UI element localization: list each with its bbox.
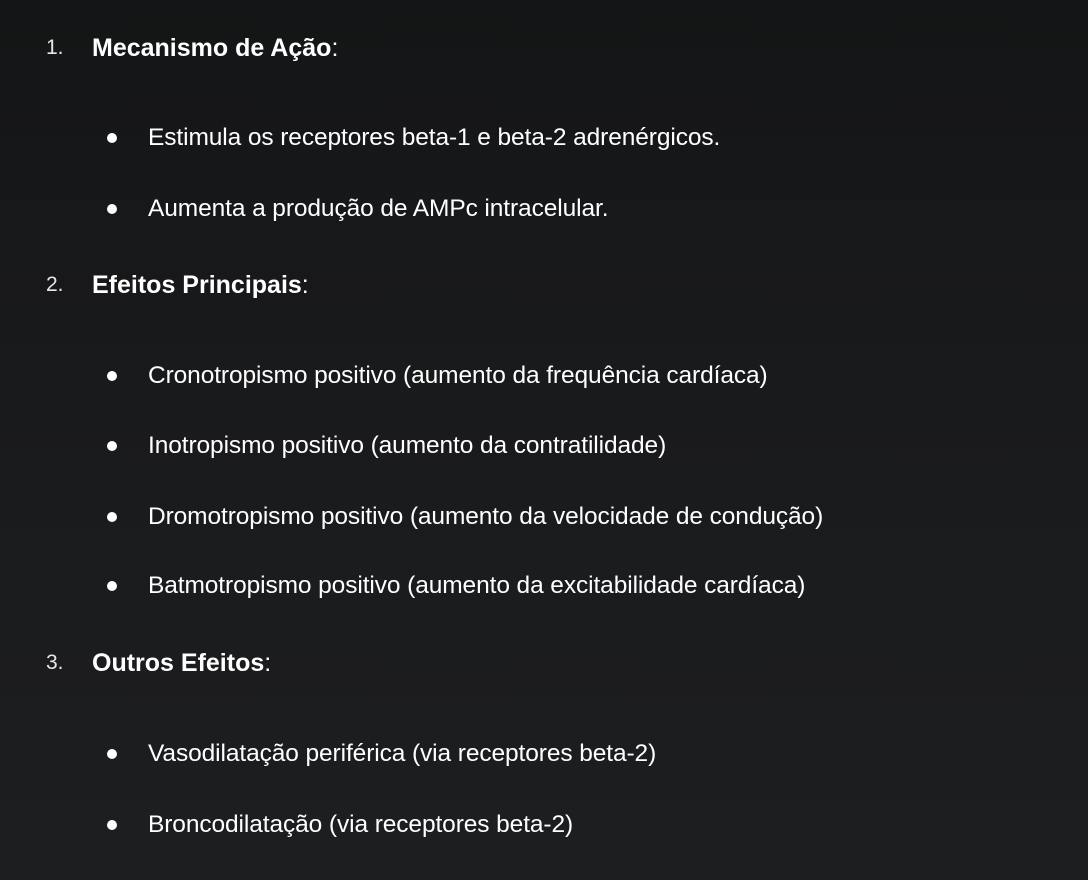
- bullet-dot: [107, 581, 117, 591]
- section-title: Mecanismo de Ação: [92, 34, 332, 62]
- bullet-dot: [107, 749, 117, 759]
- list-item: [0, 356, 1088, 396]
- bullet-dot: [107, 133, 117, 143]
- section-title: Outros Efeitos: [92, 649, 265, 677]
- section-3-heading: [0, 643, 1088, 683]
- list-item: [0, 426, 1088, 466]
- list-item-text: Dromotropismo positivo (aumento da velocidade de condução): [148, 503, 824, 530]
- section-2-heading: [0, 265, 1088, 305]
- list-item-text: Estimula os receptores beta-1 e beta-2 adrenérgicos.: [148, 124, 721, 151]
- heading-colon: :: [331, 34, 339, 62]
- list-item-text: Broncodilatação (via receptores beta-2): [148, 811, 574, 838]
- list-item-text: Batmotropismo positivo (aumento da excitabilidade cardíaca): [148, 572, 806, 599]
- section-title: Efeitos Principais: [92, 271, 302, 299]
- list-item: [0, 189, 1088, 229]
- list-number: 2.: [46, 273, 64, 296]
- list-item: [0, 805, 1088, 845]
- list-item: [0, 566, 1088, 606]
- list-item-text: Aumenta a produção de AMPc intracelular.: [148, 195, 609, 222]
- list-number: 1.: [46, 36, 64, 59]
- list-item: [0, 497, 1088, 537]
- section-1-heading: [0, 28, 1088, 68]
- list-item: [0, 734, 1088, 774]
- heading-line: [92, 265, 309, 305]
- heading-line: [92, 643, 271, 683]
- list-item-text: Cronotropismo positivo (aumento da frequência cardíaca): [148, 362, 768, 389]
- heading-colon: :: [301, 271, 309, 299]
- heading-line: [92, 28, 338, 68]
- list-item-text: Vasodilatação periférica (via receptores beta-2): [148, 740, 657, 767]
- heading-colon: :: [264, 649, 272, 677]
- bullet-dot: [107, 371, 117, 381]
- list-item: [0, 118, 1088, 158]
- bullet-dot: [107, 204, 117, 214]
- bullet-dot: [107, 512, 117, 522]
- bullet-dot: [107, 441, 117, 451]
- bullet-dot: [107, 820, 117, 830]
- list-number: 3.: [46, 651, 64, 674]
- list-item-text: Inotropismo positivo (aumento da contratilidade): [148, 432, 667, 459]
